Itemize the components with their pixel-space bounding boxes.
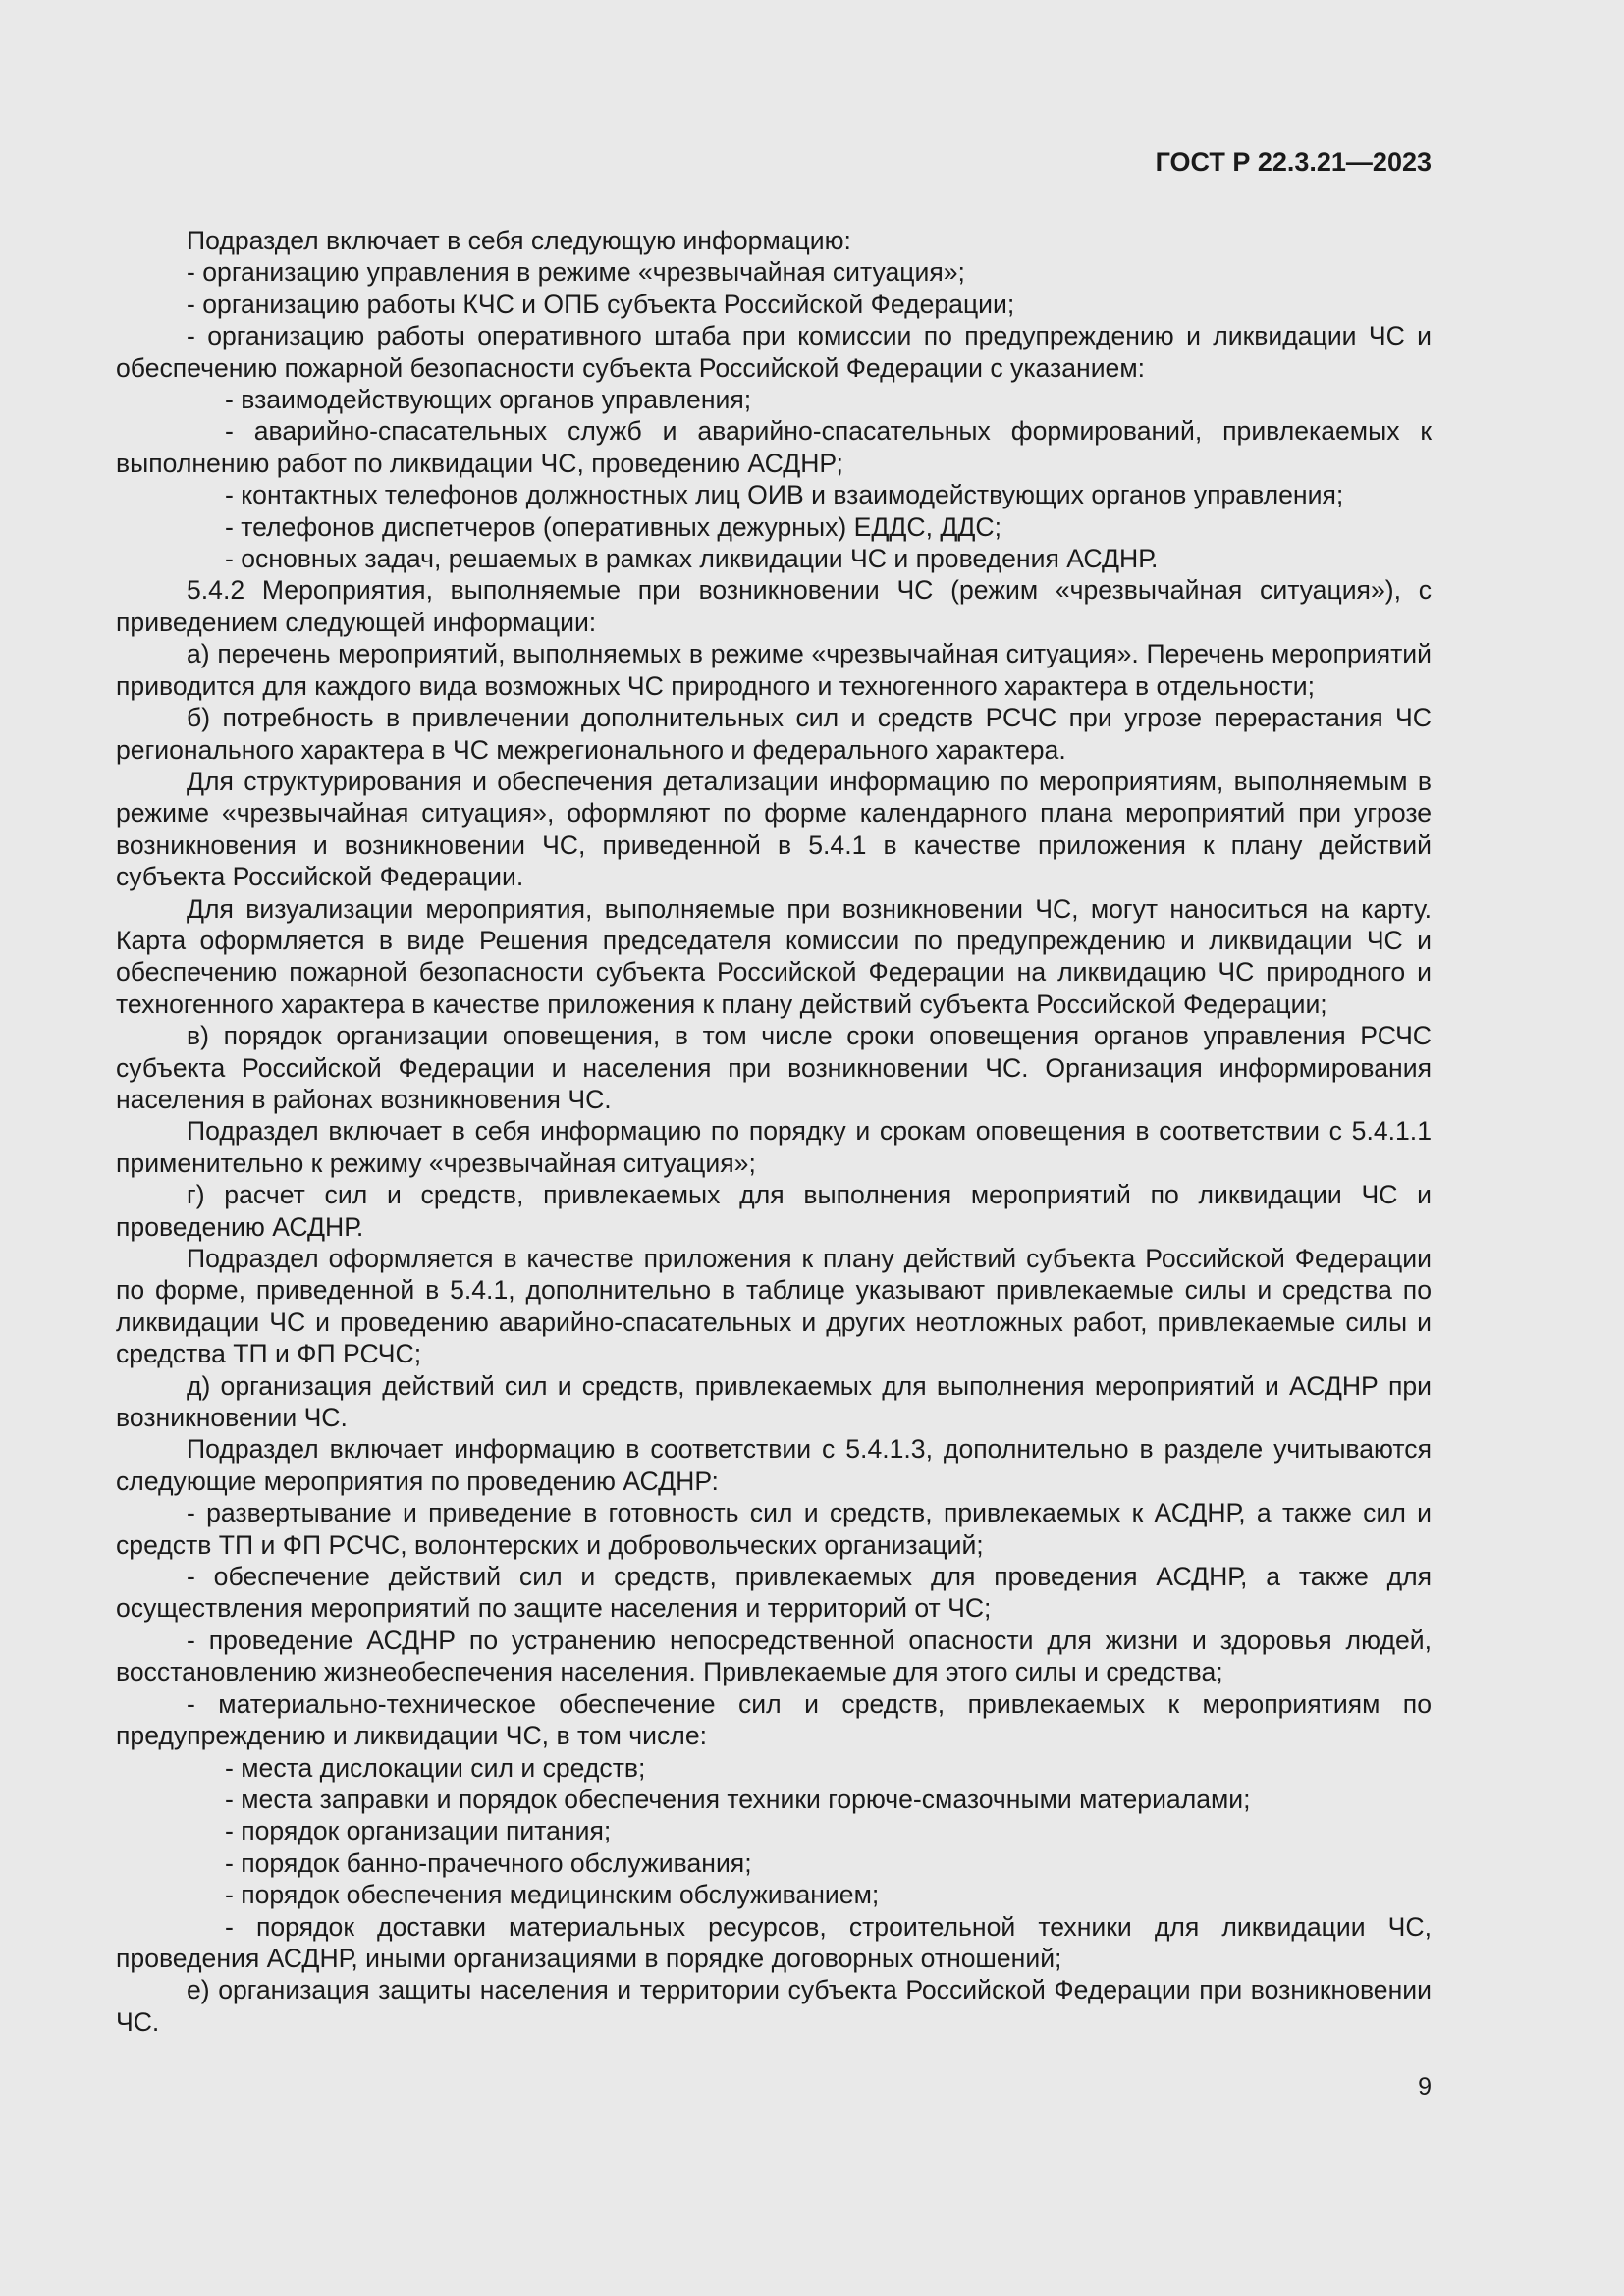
list-item: - организацию управления в режиме «чрезвычайная ситуация»; — [187, 257, 965, 288]
paragraph: Подраздел оформляется в качестве приложения к плану действий субъекта Российской Федерации по форме, приведенной в 5.4.1, дополнительно в таблице указывают привлекаемые силы и средства по ликвидации ЧС и проведению аварийно-спасательных и других неотложных работ, привлекаемые силы и средства ТП и ФП РСЧС; — [116, 1244, 1432, 1369]
list-subitem: - места заправки и порядок обеспечения техники горюче-смазочными материалами; — [225, 1784, 1251, 1814]
paragraph: Подраздел включает информацию в соответствии с 5.4.1.3, дополнительно в разделе учитываются следующие мероприятия по проведению АСДНР: — [116, 1434, 1432, 1496]
list-subitem: - порядок организации питания; — [225, 1816, 612, 1846]
paragraph: Для структурирования и обеспечения детализации информацию по мероприятиям, выполняемым в режиме «чрезвычайная ситуация», оформляют по форме календарного плана мероприятий при угрозе возникновения и возникновении ЧС, приведенной в 5.4.1 в качестве приложения к плану действий субъекта Российской Федерации. — [116, 766, 1432, 892]
list-subitem: - взаимодействующих органов управления; — [225, 385, 752, 415]
enumerated-item: е) организация защиты населения и территории субъекта Российской Федерации при возникновении ЧС. — [116, 1975, 1432, 2037]
list-item: - организацию работы оперативного штаба при комиссии по предупреждению и ликвидации ЧС и обеспечению пожарной безопасности субъекта Российской Федерации с указанием: — [116, 321, 1432, 383]
paragraph: Подраздел включает в себя следующую информацию: — [187, 226, 851, 255]
list-item: - организацию работы КЧС и ОПБ субъекта Российской Федерации; — [187, 289, 1015, 319]
list-subitem: - аварийно-спасательных служб и аварийно-спасательных формирований, привлекаемых к выполнению работ по ликвидации ЧС, проведению АСДНР; — [116, 416, 1432, 478]
list-item: - обеспечение действий сил и средств, привлекаемых для проведения АСДНР, а также для осуществления мероприятий по защите населения и территорий от ЧС; — [116, 1562, 1432, 1624]
document-header: ГОСТ Р 22.3.21—2023 — [1155, 147, 1432, 177]
enumerated-item: а) перечень мероприятий, выполняемых в режиме «чрезвычайная ситуация». Перечень мероприятий приводится для каждого вида возможных ЧС природного и техногенного характера в отдельности; — [116, 639, 1432, 701]
list-item: - развертывание и приведение в готовность сил и средств, привлекаемых к АСДНР, а также сил и средств ТП и ФП РСЧС, волонтерских и добровольческих организаций; — [116, 1498, 1432, 1560]
list-subitem: - места дислокации сил и средств; — [225, 1752, 646, 1783]
list-item: - проведение АСДНР по устранению непосредственной опасности для жизни и здоровья людей, восстановлению жизнеобеспечения населения. Привлекаемые для этого силы и средства; — [116, 1625, 1432, 1687]
list-subitem: - основных задач, решаемых в рамках ликвидации ЧС и проведения АСДНР. — [225, 544, 1159, 574]
paragraph: Подраздел включает в себя информацию по порядку и срокам оповещения в соответствии с 5.4.1.1 применительно к режиму «чрезвычайная ситуация»; — [116, 1116, 1432, 1178]
document-body — [116, 225, 1432, 2038]
list-subitem: - контактных телефонов должностных лиц ОИВ и взаимодействующих органов управления; — [225, 480, 1344, 510]
list-subitem: - порядок доставки материальных ресурсов, строительной техники для ликвидации ЧС, проведения АСДНР, иными организациями в порядке договорных отношений; — [116, 1911, 1432, 1973]
list-subitem: - телефонов диспетчеров (оперативных дежурных) ЕДДС, ДДС; — [225, 511, 1001, 542]
enumerated-item: д) организация действий сил и средств, привлекаемых для выполнения мероприятий и АСДНР при возникновении ЧС. — [116, 1370, 1432, 1433]
list-subitem: - порядок банно-прачечного обслуживания; — [225, 1847, 752, 1878]
page-number: 9 — [1418, 2073, 1432, 2101]
paragraph: Для визуализации мероприятия, выполняемые при возникновении ЧС, могут наноситься на карту. Карта оформляется в виде Решения председателя комиссии по предупреждению и ликвидации ЧС и обеспечению пожарной безопасности субъекта Российской Федерации на ликвидацию ЧС природного и техногенного характера в качестве приложения к плану действий субъекта Российской Федерации; — [116, 893, 1432, 1019]
enumerated-item: г) расчет сил и средств, привлекаемых для выполнения мероприятий по ликвидации ЧС и проведению АСДНР. — [116, 1180, 1432, 1242]
list-item: - материально-техническое обеспечение сил и средств, привлекаемых к мероприятиям по предупреждению и ликвидации ЧС, в том числе: — [116, 1688, 1432, 1751]
section-paragraph: 5.4.2 Мероприятия, выполняемые при возникновении ЧС (режим «чрезвычайная ситуация»), с приведением следующей информации: — [116, 575, 1432, 637]
list-subitem: - порядок обеспечения медицинским обслуживанием; — [225, 1880, 880, 1910]
enumerated-item: в) порядок организации оповещения, в том числе сроки оповещения органов управления РСЧС субъекта Российской Федерации и населения при возникновении ЧС. Организация информирования населения в районах возникновения ЧС. — [116, 1021, 1432, 1114]
enumerated-item: б) потребность в привлечении дополнительных сил и средств РСЧС при угрозе перерастания ЧС регионального характера в ЧС межрегионального и федерального характера. — [116, 703, 1432, 765]
